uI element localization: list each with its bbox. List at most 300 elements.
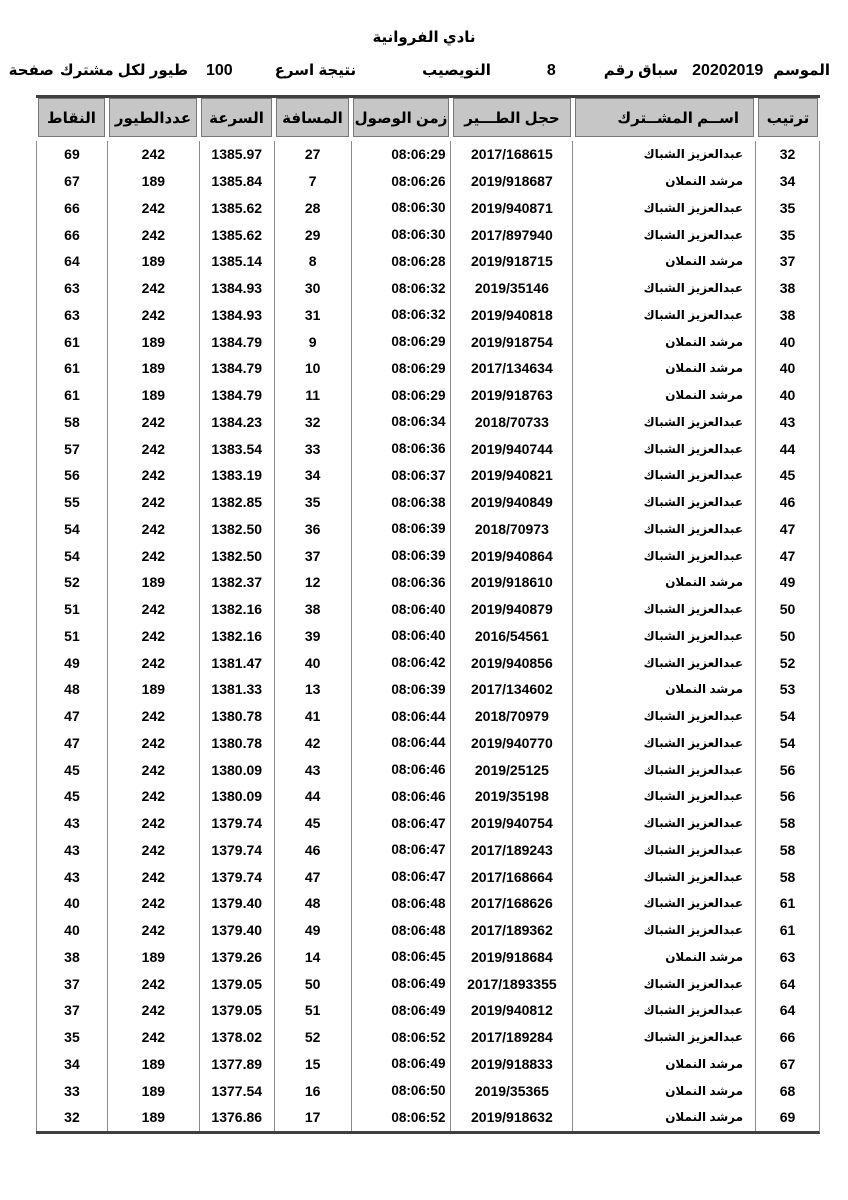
cell-rank: 64 (755, 997, 819, 1024)
table-row (36, 596, 819, 623)
cell-ring: 2019/35365 (450, 1077, 572, 1104)
cell-time: 08:06:32 (351, 302, 451, 329)
cell-points: 58 (36, 409, 107, 436)
cell-ring: 2019/940754 (450, 810, 572, 837)
cell-time: 08:06:39 (351, 542, 451, 569)
cell-speed: 1382.85 (199, 489, 274, 516)
cell-birds: 242 (107, 489, 199, 516)
cell-dist: 38 (274, 596, 351, 623)
cell-rank: 58 (755, 837, 819, 864)
table-row (36, 783, 819, 810)
cell-points: 45 (36, 756, 107, 783)
cell-name: مرشد النملان (572, 1104, 755, 1131)
cell-birds: 242 (107, 623, 199, 650)
cell-points: 51 (36, 623, 107, 650)
cell-dist: 35 (274, 489, 351, 516)
cell-time: 08:06:49 (351, 1051, 451, 1078)
cell-ring: 2019/918754 (450, 328, 572, 355)
cell-speed: 1384.79 (199, 382, 274, 409)
cell-birds: 242 (107, 195, 199, 222)
cell-birds: 242 (107, 783, 199, 810)
cell-time: 08:06:39 (351, 676, 451, 703)
cell-speed: 1384.79 (199, 355, 274, 382)
cell-ring: 2019/940849 (450, 489, 572, 516)
cell-name: عبدالعزيز الشباك (572, 409, 755, 436)
cell-time: 08:06:52 (351, 1024, 451, 1051)
cell-speed: 1384.93 (199, 302, 274, 329)
cell-points: 49 (36, 649, 107, 676)
cell-rank: 63 (755, 944, 819, 971)
cell-dist: 36 (274, 516, 351, 543)
cell-speed: 1377.89 (199, 1051, 274, 1078)
cell-rank: 35 (755, 221, 819, 248)
cell-rank: 49 (755, 569, 819, 596)
cell-speed: 1382.16 (199, 623, 274, 650)
cell-birds: 189 (107, 569, 199, 596)
table-row (36, 168, 819, 195)
cell-birds: 242 (107, 890, 199, 917)
cell-birds: 242 (107, 837, 199, 864)
cell-speed: 1380.78 (199, 703, 274, 730)
table-row (36, 1077, 819, 1104)
cell-name: عبدالعزيز الشباك (572, 730, 755, 757)
race-number-label: سباق رقم (603, 62, 679, 79)
cell-ring: 2019/918632 (450, 1104, 572, 1131)
cell-speed: 1379.40 (199, 890, 274, 917)
cell-name: عبدالعزيز الشباك (572, 997, 755, 1024)
cell-speed: 1385.97 (199, 141, 274, 168)
cell-time: 08:06:47 (351, 863, 451, 890)
cell-points: 52 (36, 569, 107, 596)
cell-ring: 2017/189284 (450, 1024, 572, 1051)
cell-birds: 242 (107, 649, 199, 676)
table-row (36, 328, 819, 355)
cell-name: عبدالعزيز الشباك (572, 917, 755, 944)
table-row (36, 382, 819, 409)
cell-birds: 242 (107, 970, 199, 997)
cell-ring: 2017/168615 (450, 141, 572, 168)
cell-name: مرشد النملان (572, 248, 755, 275)
cell-time: 08:06:52 (351, 1104, 451, 1131)
cell-rank: 40 (755, 328, 819, 355)
cell-dist: 9 (274, 328, 351, 355)
cell-rank: 47 (755, 516, 819, 543)
cell-points: 66 (36, 221, 107, 248)
cell-rank: 44 (755, 435, 819, 462)
cell-dist: 34 (274, 462, 351, 489)
cell-speed: 1385.62 (199, 195, 274, 222)
cell-birds: 189 (107, 944, 199, 971)
cell-name: عبدالعزيز الشباك (572, 837, 755, 864)
table-row (36, 248, 819, 275)
cell-speed: 1379.05 (199, 970, 274, 997)
results-table-header-row (36, 98, 820, 137)
cell-birds: 242 (107, 997, 199, 1024)
cell-rank: 43 (755, 409, 819, 436)
cell-ring: 2019/918687 (450, 168, 572, 195)
cell-speed: 1379.74 (199, 863, 274, 890)
cell-name: عبدالعزيز الشباك (572, 756, 755, 783)
table-row (36, 195, 819, 222)
cell-dist: 31 (274, 302, 351, 329)
cell-time: 08:06:30 (351, 195, 451, 222)
cell-time: 08:06:47 (351, 837, 451, 864)
cell-dist: 7 (274, 168, 351, 195)
cell-dist: 11 (274, 382, 351, 409)
cell-dist: 17 (274, 1104, 351, 1131)
cell-points: 37 (36, 997, 107, 1024)
cell-points: 57 (36, 435, 107, 462)
cell-dist: 12 (274, 569, 351, 596)
cell-speed: 1376.86 (199, 1104, 274, 1131)
table-row (36, 435, 819, 462)
cell-ring: 2019/918715 (450, 248, 572, 275)
cell-name: مرشد النملان (572, 382, 755, 409)
cell-time: 08:06:38 (351, 489, 451, 516)
cell-rank: 52 (755, 649, 819, 676)
cell-speed: 1385.14 (199, 248, 274, 275)
column-header-speed: السرعة (201, 98, 272, 137)
cell-speed: 1385.62 (199, 221, 274, 248)
cell-points: 43 (36, 837, 107, 864)
cell-rank: 45 (755, 462, 819, 489)
cell-rank: 61 (755, 890, 819, 917)
cell-birds: 189 (107, 1104, 199, 1131)
cell-name: مرشد النملان (572, 168, 755, 195)
cell-rank: 54 (755, 703, 819, 730)
cell-time: 08:06:48 (351, 917, 451, 944)
cell-birds: 242 (107, 810, 199, 837)
cell-birds: 242 (107, 435, 199, 462)
race-location: النويصيب (422, 62, 491, 79)
cell-birds: 189 (107, 382, 199, 409)
cell-ring: 2018/70973 (450, 516, 572, 543)
cell-time: 08:06:49 (351, 970, 451, 997)
cell-time: 08:06:49 (351, 997, 451, 1024)
cell-points: 45 (36, 783, 107, 810)
cell-ring: 2019/25125 (450, 756, 572, 783)
cell-name: عبدالعزيز الشباك (572, 195, 755, 222)
cell-points: 56 (36, 462, 107, 489)
cell-birds: 242 (107, 221, 199, 248)
cell-name: عبدالعزيز الشباك (572, 810, 755, 837)
cell-points: 40 (36, 890, 107, 917)
cell-time: 08:06:46 (351, 783, 451, 810)
table-row (36, 997, 819, 1024)
cell-name: عبدالعزيز الشباك (572, 623, 755, 650)
cell-points: 43 (36, 810, 107, 837)
column-header-rank: ترتيب (758, 98, 818, 137)
cell-time: 08:06:40 (351, 623, 451, 650)
cell-ring: 2019/940770 (450, 730, 572, 757)
table-row (36, 730, 819, 757)
cell-rank: 58 (755, 810, 819, 837)
cell-points: 47 (36, 703, 107, 730)
cell-name: مرشد النملان (572, 944, 755, 971)
cell-rank: 54 (755, 730, 819, 757)
cell-name: عبدالعزيز الشباك (572, 890, 755, 917)
column-header-points: النقاط (38, 98, 105, 137)
cell-birds: 242 (107, 703, 199, 730)
cell-ring: 2019/940744 (450, 435, 572, 462)
cell-rank: 68 (755, 1077, 819, 1104)
cell-rank: 61 (755, 917, 819, 944)
cell-name: عبدالعزيز الشباك (572, 141, 755, 168)
season-label: الموسم (773, 62, 830, 79)
table-row (36, 302, 819, 329)
cell-points: 64 (36, 248, 107, 275)
cell-birds: 242 (107, 596, 199, 623)
cell-points: 40 (36, 917, 107, 944)
cell-birds: 242 (107, 275, 199, 302)
cell-speed: 1380.78 (199, 730, 274, 757)
cell-name: عبدالعزيز الشباك (572, 516, 755, 543)
cell-ring: 2019/940812 (450, 997, 572, 1024)
cell-birds: 242 (107, 1024, 199, 1051)
cell-ring: 2019/940818 (450, 302, 572, 329)
cell-time: 08:06:37 (351, 462, 451, 489)
cell-name: عبدالعزيز الشباك (572, 542, 755, 569)
season-value: 20202019 (692, 62, 764, 79)
table-row (36, 970, 819, 997)
cell-time: 08:06:28 (351, 248, 451, 275)
cell-ring: 2016/54561 (450, 623, 572, 650)
table-row (36, 542, 819, 569)
cell-name: عبدالعزيز الشباك (572, 275, 755, 302)
cell-dist: 52 (274, 1024, 351, 1051)
result-count-value: 100 (205, 62, 233, 79)
cell-dist: 41 (274, 703, 351, 730)
cell-dist: 40 (274, 649, 351, 676)
cell-rank: 66 (755, 1024, 819, 1051)
cell-name: عبدالعزيز الشباك (572, 863, 755, 890)
cell-points: 54 (36, 516, 107, 543)
cell-points: 35 (36, 1024, 107, 1051)
cell-points: 48 (36, 676, 107, 703)
cell-ring: 2019/918763 (450, 382, 572, 409)
cell-rank: 58 (755, 863, 819, 890)
cell-dist: 48 (274, 890, 351, 917)
cell-rank: 69 (755, 1104, 819, 1131)
cell-time: 08:06:40 (351, 596, 451, 623)
cell-points: 61 (36, 355, 107, 382)
cell-birds: 189 (107, 1077, 199, 1104)
cell-points: 63 (36, 275, 107, 302)
cell-name: عبدالعزيز الشباك (572, 783, 755, 810)
race-info-line (8, 61, 830, 80)
cell-rank: 53 (755, 676, 819, 703)
cell-dist: 33 (274, 435, 351, 462)
cell-time: 08:06:42 (351, 649, 451, 676)
cell-name: عبدالعزيز الشباك (572, 221, 755, 248)
cell-dist: 16 (274, 1077, 351, 1104)
club-title: نادي الفروانية (372, 29, 476, 46)
cell-speed: 1382.16 (199, 596, 274, 623)
cell-speed: 1380.09 (199, 756, 274, 783)
cell-ring: 2019/918684 (450, 944, 572, 971)
cell-name: عبدالعزيز الشباك (572, 703, 755, 730)
cell-points: 51 (36, 596, 107, 623)
cell-time: 08:06:36 (351, 435, 451, 462)
cell-points: 61 (36, 382, 107, 409)
cell-time: 08:06:44 (351, 703, 451, 730)
cell-points: 55 (36, 489, 107, 516)
table-row (36, 756, 819, 783)
cell-ring: 2019/940864 (450, 542, 572, 569)
cell-birds: 189 (107, 168, 199, 195)
cell-ring: 2018/70979 (450, 703, 572, 730)
cell-birds: 242 (107, 462, 199, 489)
cell-name: عبدالعزيز الشباك (572, 462, 755, 489)
cell-ring: 2019/940879 (450, 596, 572, 623)
cell-birds: 242 (107, 917, 199, 944)
cell-birds: 189 (107, 355, 199, 382)
cell-ring: 2019/918833 (450, 1051, 572, 1078)
table-row (36, 569, 819, 596)
cell-name: عبدالعزيز الشباك (572, 970, 755, 997)
cell-rank: 40 (755, 355, 819, 382)
cell-dist: 14 (274, 944, 351, 971)
cell-time: 08:06:29 (351, 355, 451, 382)
cell-ring: 2019/940821 (450, 462, 572, 489)
race-number-value: 8 (546, 62, 556, 79)
results-table (36, 95, 820, 1134)
cell-dist: 49 (274, 917, 351, 944)
cell-dist: 43 (274, 756, 351, 783)
cell-speed: 1383.19 (199, 462, 274, 489)
cell-rank: 67 (755, 1051, 819, 1078)
cell-name: مرشد النملان (572, 569, 755, 596)
cell-name: مرشد النملان (572, 355, 755, 382)
cell-birds: 242 (107, 863, 199, 890)
cell-dist: 29 (274, 221, 351, 248)
column-header-participant: اســم المشــترك (575, 98, 754, 137)
cell-time: 08:06:26 (351, 168, 451, 195)
cell-rank: 56 (755, 783, 819, 810)
cell-time: 08:06:46 (351, 756, 451, 783)
cell-dist: 42 (274, 730, 351, 757)
cell-speed: 1382.37 (199, 569, 274, 596)
cell-dist: 37 (274, 542, 351, 569)
cell-name: عبدالعزيز الشباك (572, 489, 755, 516)
cell-birds: 189 (107, 328, 199, 355)
cell-rank: 56 (755, 756, 819, 783)
cell-dist: 45 (274, 810, 351, 837)
cell-speed: 1380.09 (199, 783, 274, 810)
cell-ring: 2017/168664 (450, 863, 572, 890)
cell-ring: 2019/35146 (450, 275, 572, 302)
cell-speed: 1385.84 (199, 168, 274, 195)
cell-rank: 47 (755, 542, 819, 569)
cell-ring: 2017/897940 (450, 221, 572, 248)
cell-time: 08:06:45 (351, 944, 451, 971)
table-row (36, 676, 819, 703)
cell-ring: 2019/918610 (450, 569, 572, 596)
cell-time: 08:06:32 (351, 275, 451, 302)
cell-time: 08:06:39 (351, 516, 451, 543)
cell-ring: 2017/189362 (450, 917, 572, 944)
cell-rank: 35 (755, 195, 819, 222)
cell-time: 08:06:48 (351, 890, 451, 917)
cell-birds: 242 (107, 756, 199, 783)
per-participant-label: طيور لكل مشترك (59, 62, 188, 79)
cell-rank: 38 (755, 302, 819, 329)
table-row (36, 917, 819, 944)
cell-dist: 30 (274, 275, 351, 302)
cell-points: 32 (36, 1104, 107, 1131)
column-header-distance: المسافة (276, 98, 349, 137)
cell-dist: 28 (274, 195, 351, 222)
cell-time: 08:06:29 (351, 382, 451, 409)
cell-time: 08:06:29 (351, 141, 451, 168)
cell-points: 63 (36, 302, 107, 329)
table-row (36, 810, 819, 837)
cell-ring: 2017/134634 (450, 355, 572, 382)
cell-rank: 38 (755, 275, 819, 302)
cell-points: 69 (36, 141, 107, 168)
cell-rank: 50 (755, 596, 819, 623)
cell-points: 37 (36, 970, 107, 997)
cell-name: عبدالعزيز الشباك (572, 302, 755, 329)
cell-rank: 37 (755, 248, 819, 275)
cell-birds: 242 (107, 141, 199, 168)
table-row (36, 703, 819, 730)
cell-rank: 64 (755, 970, 819, 997)
cell-speed: 1379.26 (199, 944, 274, 971)
cell-dist: 13 (274, 676, 351, 703)
cell-speed: 1382.50 (199, 516, 274, 543)
cell-points: 34 (36, 1051, 107, 1078)
cell-ring: 2017/1893355 (450, 970, 572, 997)
cell-birds: 242 (107, 516, 199, 543)
cell-name: عبدالعزيز الشباك (572, 1024, 755, 1051)
cell-name: مرشد النملان (572, 1077, 755, 1104)
cell-points: 47 (36, 730, 107, 757)
cell-birds: 242 (107, 542, 199, 569)
cell-points: 66 (36, 195, 107, 222)
column-header-bird-ring: حجل الطـــير (453, 98, 571, 137)
cell-speed: 1382.50 (199, 542, 274, 569)
table-row (36, 649, 819, 676)
cell-birds: 189 (107, 676, 199, 703)
cell-speed: 1377.54 (199, 1077, 274, 1104)
cell-speed: 1384.79 (199, 328, 274, 355)
cell-birds: 189 (107, 248, 199, 275)
cell-rank: 46 (755, 489, 819, 516)
table-row (36, 462, 819, 489)
column-header-arrival-time: زمن الوصول (353, 98, 449, 137)
cell-ring: 2019/35198 (450, 783, 572, 810)
cell-ring: 2017/168626 (450, 890, 572, 917)
cell-time: 08:06:36 (351, 569, 451, 596)
result-type-label: نتيجة اسرع (274, 62, 357, 79)
cell-points: 38 (36, 944, 107, 971)
cell-ring: 2017/189243 (450, 837, 572, 864)
cell-ring: 2017/134602 (450, 676, 572, 703)
cell-speed: 1384.23 (199, 409, 274, 436)
cell-points: 61 (36, 328, 107, 355)
table-row (36, 623, 819, 650)
cell-speed: 1379.05 (199, 997, 274, 1024)
cell-dist: 50 (274, 970, 351, 997)
cell-dist: 15 (274, 1051, 351, 1078)
table-row (36, 355, 819, 382)
cell-time: 08:06:30 (351, 221, 451, 248)
cell-points: 33 (36, 1077, 107, 1104)
table-row (36, 141, 819, 168)
cell-ring: 2018/70733 (450, 409, 572, 436)
cell-dist: 39 (274, 623, 351, 650)
